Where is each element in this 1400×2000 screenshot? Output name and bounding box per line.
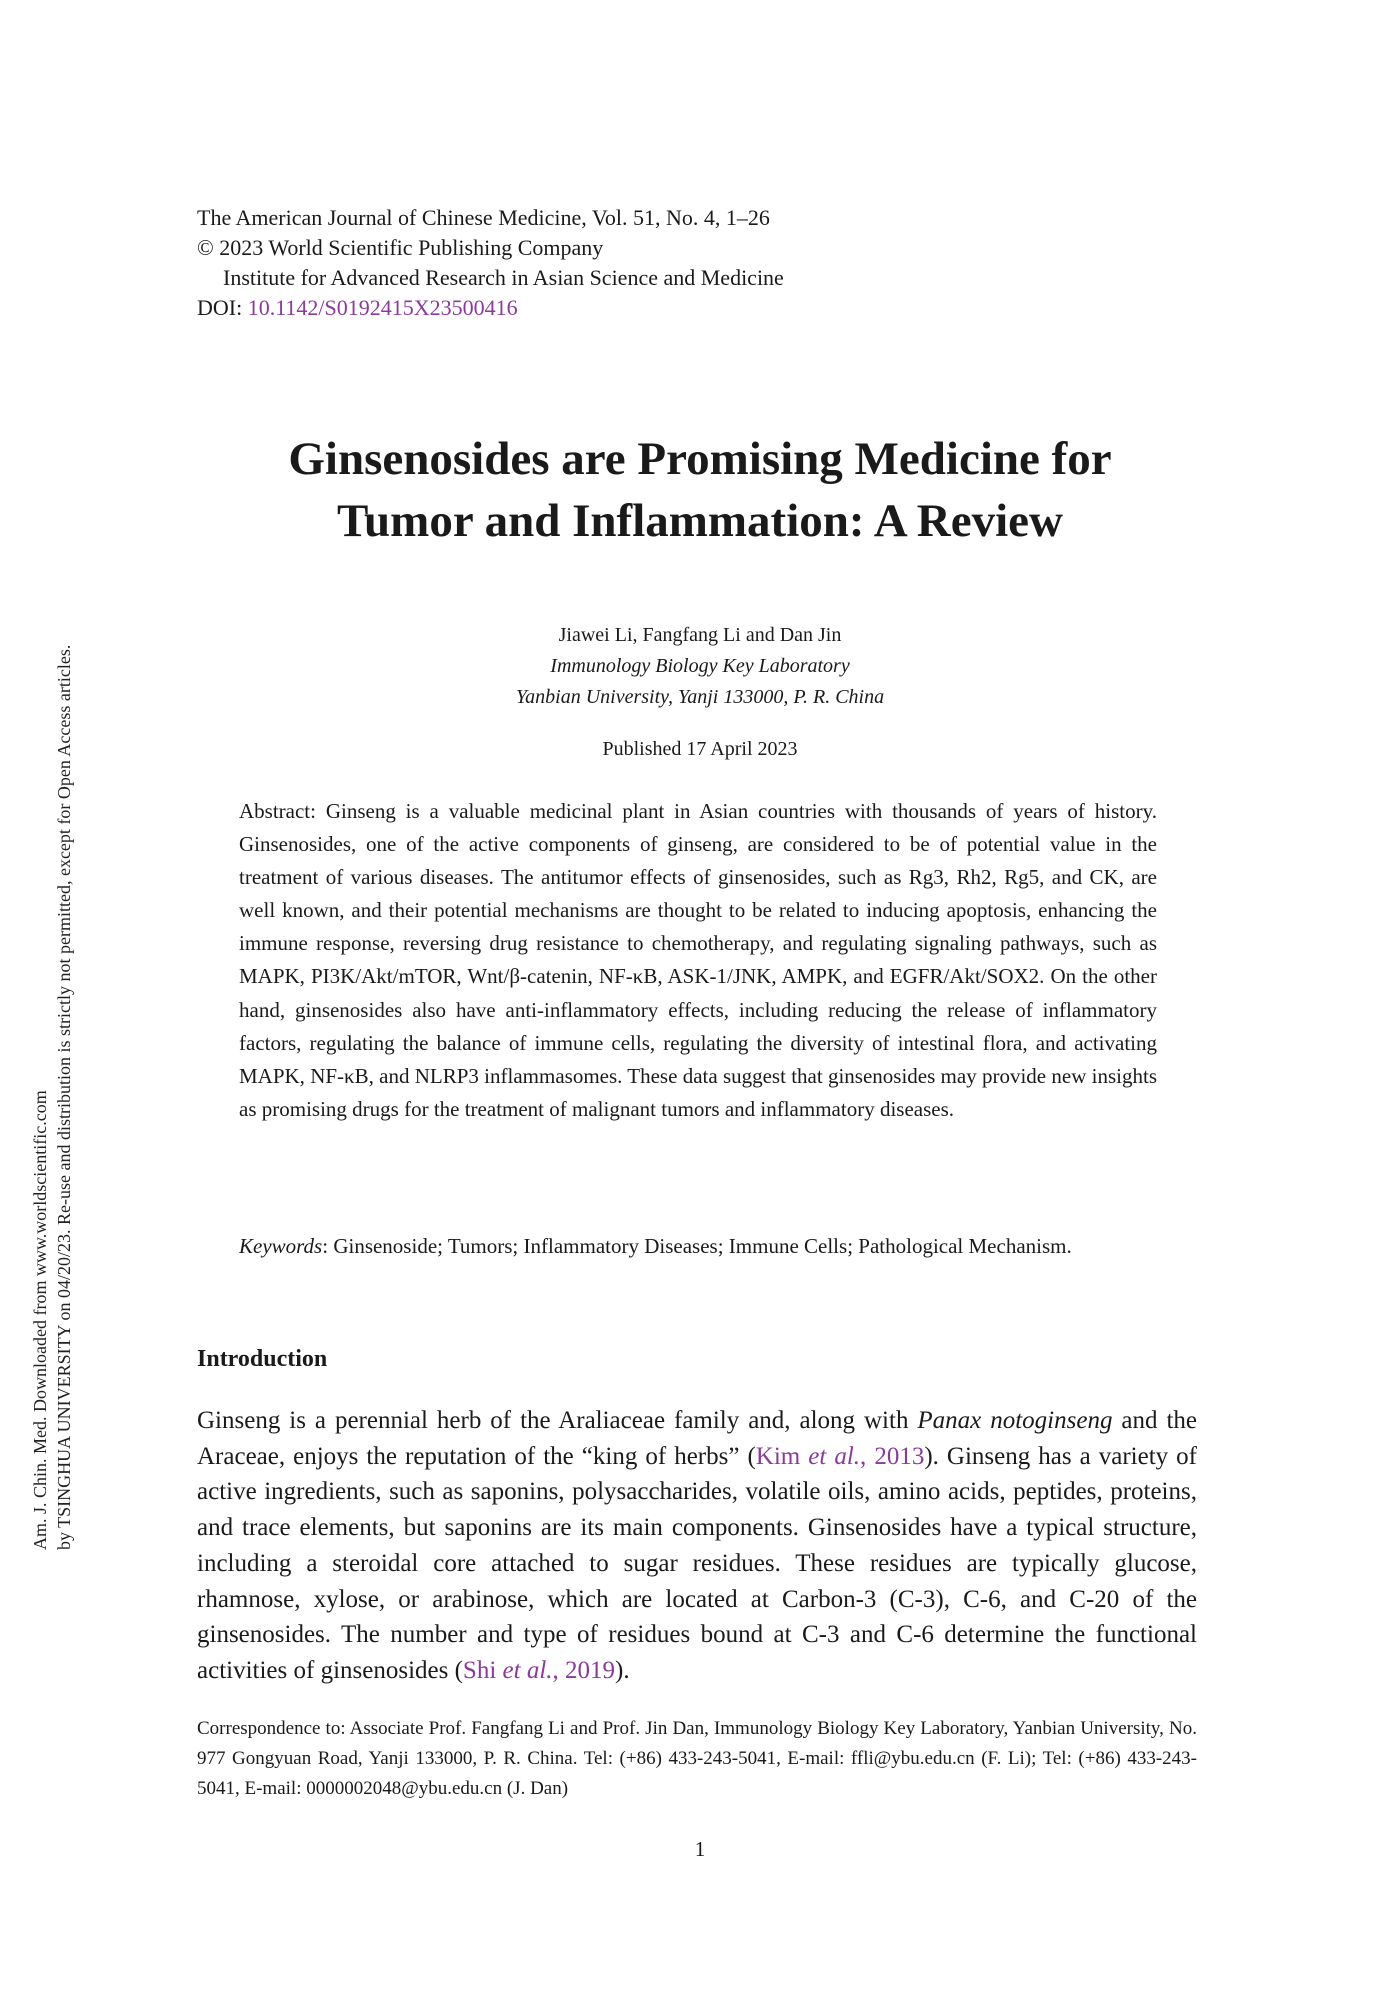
species-name: Panax notoginseng: [917, 1407, 1113, 1434]
page-number: 1: [694, 1837, 706, 1861]
abstract: Abstract: Ginseng is a valuable medicinal plant in Asian countries with thousands of years of history. Ginsenosides, one of the active components of ginseng, are considered to be of potential value in the treatment of various diseases. The antitumor effects of ginsenosides, such as Rg3, Rh2, Rg5, and CK, are well known, and their potential mechanisms are thought to be related to inducing apoptosis, enhancing the immune response, reversing drug resistance to chemotherapy, and regulating signaling pathways, such as MAPK, PI3K/Akt/​mTOR, Wnt/β-catenin, NF-κB, ASK-1/JNK, AMPK, and EGFR/Akt/SOX2. On the other hand, ginsenosides also have anti-inflammatory effects, including reducing the release of inflammatory factors, regulating the balance of immune cells, regulating the diversity of intestinal flora, and activating MAPK, NF-κB, and NLRP3 inflammasomes. These data suggest that ginsenosides may provide new insights as promising drugs for the treatment of malignant tumors and inflammatory diseases.: [239, 799, 1157, 1121]
citation-year: , 2019: [552, 1656, 616, 1684]
citation-shi-2019[interactable]: [463, 1657, 615, 1684]
citation-author: Shi: [462, 1656, 503, 1684]
keywords-label: Keywords: [239, 1234, 323, 1258]
download-notice: [28, 450, 76, 1550]
doi-link[interactable]: 10.1142/S0192415X23500416: [247, 295, 518, 320]
intro-text-1: Ginseng is a perennial herb of the Araliaceae family and, along with: [197, 1407, 918, 1434]
author-block: [150, 620, 1250, 713]
copyright-line: © 2023 World Scientific Publishing Company: [197, 235, 604, 260]
published-date: Published 17 April 2023: [602, 738, 798, 760]
title-line-1: Ginsenosides are Promising Medicine for: [288, 433, 1112, 485]
intro-text-4: ).: [615, 1656, 630, 1684]
doi-line: [197, 293, 784, 323]
journal-header: [197, 203, 784, 323]
download-notice-line-2: by TSINGHUA UNIVERSITY on 04/20/23. Re-use and distribution is strictly not permitted, except for Open Access articles.: [54, 644, 74, 1550]
download-notice-line-1: Am. J. Chin. Med. Downloaded from www.worldscientific.com: [30, 1090, 50, 1550]
keywords: [239, 1230, 1157, 1263]
article-title: [150, 428, 1250, 552]
citation-etal: et al.: [808, 1442, 861, 1470]
citation-year: , 2013: [860, 1442, 925, 1470]
intro-text-2: and the Araceae, enjoys the reputation of the “king of herbs” (: [197, 1407, 1197, 1470]
keywords-list: : Ginsenoside; Tumors; Inflammatory Diseases; Immune Cells; Pathological Mechanism.: [322, 1234, 1072, 1258]
citation-author: Kim: [755, 1442, 809, 1470]
intro-text-3: ). Ginseng has a variety of active ingredients, such as saponins, polysaccharides, volatile oils, amino acids, peptides, proteins, and trace elements, but saponins are its main components. Ginsenosides have a typical structure, including a steroidal core attached to sugar residues. These residues are typically glucose, rhamnose, xylose, or arabinose, which are located at Carbon-3 (C-3), C-6, and C-20 of the ginsenosides. The number and type of residues bound at C-3 and C-6 determine the functional activities of ginsenosides (: [197, 1442, 1197, 1684]
introduction-heading: Introduction: [197, 1346, 328, 1372]
institute-line: Institute for Advanced Research in Asian Science and Medicine: [223, 265, 784, 290]
citation-kim-2013[interactable]: [756, 1443, 925, 1470]
doi-label: DOI:: [197, 295, 248, 320]
introduction-paragraph: [197, 1403, 1197, 1689]
journal-citation: The American Journal of Chinese Medicine, Vol. 51, No. 4, 1–26: [197, 205, 770, 230]
correspondence-footnote: Correspondence to: Associate Prof. Fangfang Li and Prof. Jin Dan, Immunology Biology Key Laboratory, Yanbian University, No. 977 Gongyuan Road, Yanji 133000, P. R. China. Tel: (+86) 433-243-5041, E-mail: ffli@ybu.edu.cn (F. Li); Tel: (+86) 433-243-5041, E-mail: 0000002048@ybu.edu.cn (J. Dan): [197, 1718, 1197, 1799]
affiliation-line-1: Immunology Biology Key Laboratory: [550, 655, 850, 677]
citation-etal: et al.: [502, 1656, 553, 1684]
affiliation-line-2: Yanbian University, Yanji 133000, P. R. China: [515, 686, 885, 708]
title-line-2: Tumor and Inflammation: A Review: [337, 495, 1063, 547]
author-names: Jiawei Li, Fangfang Li and Dan Jin: [558, 624, 842, 646]
